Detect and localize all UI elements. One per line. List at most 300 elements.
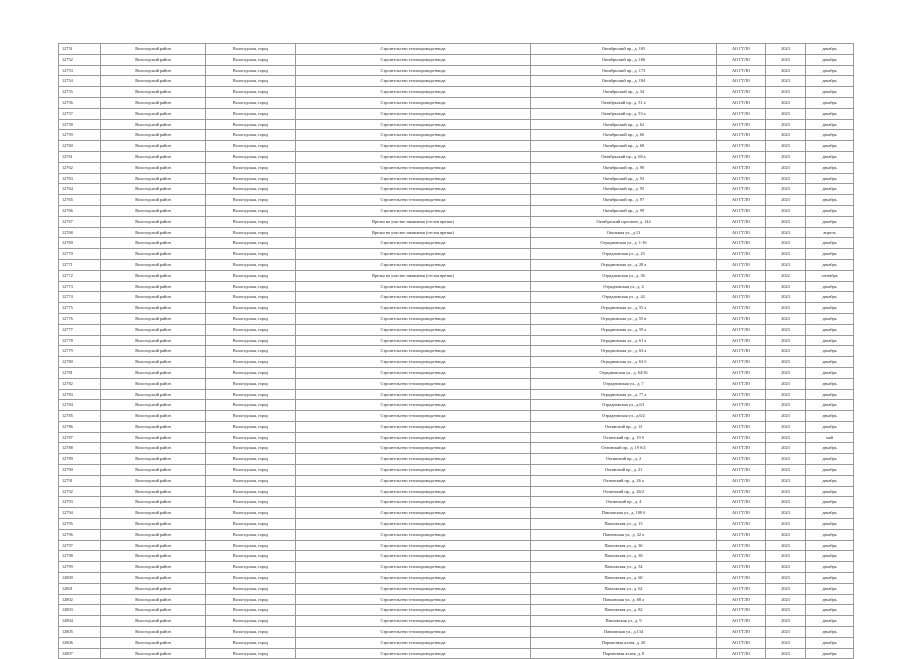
settlement-cell: Вологодская, город (206, 508, 296, 519)
month-cell: декабрь (806, 486, 854, 497)
table-row (59, 162, 854, 173)
address-cell: Отрадновская ул., д.6/2 (531, 411, 717, 422)
organization-cell: АО ГТЛО (717, 87, 766, 98)
settlement-cell: Вологодская, город (206, 54, 296, 65)
year-cell: 2023 (766, 529, 806, 540)
settlement-cell: Вологодская, город (206, 216, 296, 227)
district-cell: Вологодский район (101, 529, 206, 540)
year-cell: 2023 (766, 162, 806, 173)
year-cell: 2023 (766, 583, 806, 594)
table-row (59, 108, 854, 119)
work-type-cell: Строительство теплопровода-ввода (296, 87, 531, 98)
organization-cell: АО ГТЛО (717, 562, 766, 573)
table-row (59, 583, 854, 594)
work-type-cell: Строительство теплопровода-ввода (296, 486, 531, 497)
settlement-cell: Вологодская, город (206, 141, 296, 152)
settlement-cell: Вологодская, город (206, 400, 296, 411)
table-row (59, 173, 854, 184)
record-number-cell: 12763 (59, 173, 101, 184)
record-number-cell: 12786 (59, 421, 101, 432)
year-cell: 2023 (766, 130, 806, 141)
organization-cell: АО ГТЛО (717, 270, 766, 281)
district-cell: Вологодский район (101, 184, 206, 195)
district-cell: Вологодский район (101, 454, 206, 465)
address-cell: Октябрьский пр., д. 66 (531, 130, 717, 141)
record-number-cell: 12801 (59, 583, 101, 594)
work-type-cell: Строительство теплопровода-ввода (296, 162, 531, 173)
year-cell: 2023 (766, 205, 806, 216)
district-cell: Вологодский район (101, 519, 206, 530)
district-cell: Вологодский район (101, 486, 206, 497)
month-cell: декабрь (806, 162, 854, 173)
address-cell: Окольная ул., д.13 (531, 227, 717, 238)
table-row (59, 465, 854, 476)
settlement-cell: Вологодская, город (206, 335, 296, 346)
work-type-cell: Строительство теплопровода-ввода (296, 400, 531, 411)
work-type-cell: Строительство теплопровода-ввода (296, 54, 531, 65)
table-row (59, 367, 854, 378)
month-cell: декабрь (806, 529, 854, 540)
month-cell: декабрь (806, 637, 854, 648)
district-cell: Вологодский район (101, 475, 206, 486)
work-type-cell: Строительство теплопровода-ввода (296, 335, 531, 346)
month-cell: декабрь (806, 357, 854, 368)
organization-cell: АО ГТЛО (717, 281, 766, 292)
work-type-cell: Строительство теплопровода-ввода (296, 324, 531, 335)
year-cell: 2023 (766, 465, 806, 476)
organization-cell: АО ГТЛО (717, 400, 766, 411)
record-number-cell: 12752 (59, 54, 101, 65)
settlement-cell: Вологодская, город (206, 616, 296, 627)
address-cell: Охтинский пр., д. 4 (531, 497, 717, 508)
table-row (59, 573, 854, 584)
table-row (59, 151, 854, 162)
work-type-cell: Врезка на участке закипания (отстоя врезки) (296, 227, 531, 238)
record-number-cell: 12803 (59, 605, 101, 616)
table-row (59, 195, 854, 206)
settlement-cell: Вологодская, город (206, 454, 296, 465)
work-type-cell: Строительство теплопровода-ввода (296, 540, 531, 551)
organization-cell: АО ГТЛО (717, 573, 766, 584)
address-cell: Павловская ул., д. 32 а (531, 529, 717, 540)
table-row (59, 400, 854, 411)
year-cell: 2023 (766, 313, 806, 324)
organization-cell: АО ГТЛО (717, 367, 766, 378)
address-cell: Павловская ул., д. 68 а (531, 594, 717, 605)
district-cell: Вологодский район (101, 605, 206, 616)
work-type-cell: Строительство теплопровода-ввода (296, 281, 531, 292)
table-row (59, 130, 854, 141)
table-row (59, 637, 854, 648)
district-cell: Вологодский район (101, 627, 206, 638)
table-row (59, 594, 854, 605)
district-cell: Вологодский район (101, 238, 206, 249)
settlement-cell: Вологодская, город (206, 648, 296, 659)
district-cell: Вологодский район (101, 508, 206, 519)
record-number-cell: 12779 (59, 346, 101, 357)
settlement-cell: Вологодская, город (206, 378, 296, 389)
address-cell: Октябрьский пр., д. 166 (531, 54, 717, 65)
table-row (59, 378, 854, 389)
table-row (59, 508, 854, 519)
address-cell: Октябрьский пр., д. 68 а (531, 151, 717, 162)
organization-cell: АО ГТЛО (717, 173, 766, 184)
record-number-cell: 12780 (59, 357, 101, 368)
district-cell: Вологодский район (101, 378, 206, 389)
record-number-cell: 12804 (59, 616, 101, 627)
district-cell: Вологодский район (101, 270, 206, 281)
table-row (59, 97, 854, 108)
table-row (59, 443, 854, 454)
address-cell: Октябрьский пр., д. 184 (531, 76, 717, 87)
month-cell: декабрь (806, 76, 854, 87)
work-type-cell: Строительство теплопровода-ввода (296, 443, 531, 454)
settlement-cell: Вологодская, город (206, 627, 296, 638)
month-cell: декабрь (806, 141, 854, 152)
address-cell: Отрадновская ул., д. 4 (531, 281, 717, 292)
organization-cell: АО ГТЛО (717, 141, 766, 152)
month-cell: декабрь (806, 87, 854, 98)
district-cell: Вологодский район (101, 205, 206, 216)
settlement-cell: Вологодская, город (206, 573, 296, 584)
address-cell: Охтинский пр., д. 13 (531, 421, 717, 432)
address-cell: Отрадновская ул., д. 63 б (531, 357, 717, 368)
table-row (59, 529, 854, 540)
organization-cell: АО ГТЛО (717, 519, 766, 530)
year-cell: 2023 (766, 195, 806, 206)
work-type-cell: Строительство теплопровода-ввода (296, 432, 531, 443)
organization-cell: АО ГТЛО (717, 497, 766, 508)
organization-cell: АО ГТЛО (717, 346, 766, 357)
record-number-cell: 12766 (59, 205, 101, 216)
month-cell: декабрь (806, 475, 854, 486)
organization-cell: АО ГТЛО (717, 184, 766, 195)
district-cell: Вологодский район (101, 465, 206, 476)
table-row (59, 346, 854, 357)
table-row (59, 324, 854, 335)
work-type-cell: Строительство теплопровода-ввода (296, 292, 531, 303)
address-cell: Паровозная аллея, д. 20 (531, 637, 717, 648)
organization-cell: АО ГТЛО (717, 389, 766, 400)
settlement-cell: Вологодская, город (206, 389, 296, 400)
district-cell: Вологодский район (101, 443, 206, 454)
month-cell: декабрь (806, 616, 854, 627)
record-number-cell: 12794 (59, 508, 101, 519)
month-cell: декабрь (806, 346, 854, 357)
work-type-cell: Строительство теплопровода-ввода (296, 378, 531, 389)
address-cell: Охтинский пр., д. 19 б (531, 432, 717, 443)
work-type-cell: Строительство теплопровода-ввода (296, 389, 531, 400)
work-type-cell: Строительство теплопровода-ввода (296, 367, 531, 378)
settlement-cell: Вологодская, город (206, 497, 296, 508)
address-cell: Октябрьский пр., д. 93 (531, 173, 717, 184)
work-type-cell: Строительство теплопровода-ввода (296, 616, 531, 627)
work-type-cell: Строительство теплопровода-ввода (296, 562, 531, 573)
month-cell: декабрь (806, 540, 854, 551)
work-type-cell: Строительство теплопровода-ввода (296, 249, 531, 260)
record-number-cell: 12764 (59, 184, 101, 195)
table-row (59, 87, 854, 98)
settlement-cell: Вологодская, город (206, 519, 296, 530)
year-cell: 2023 (766, 400, 806, 411)
work-type-cell: Строительство теплопровода-ввода (296, 421, 531, 432)
table-row (59, 497, 854, 508)
work-type-cell: Строительство теплопровода-ввода (296, 357, 531, 368)
work-type-cell: Строительство теплопровода-ввода (296, 76, 531, 87)
year-cell: 2023 (766, 76, 806, 87)
district-cell: Вологодский район (101, 130, 206, 141)
year-cell: 2023 (766, 357, 806, 368)
address-cell: Октябрьский пр., д. 51 а (531, 97, 717, 108)
year-cell: 2023 (766, 184, 806, 195)
month-cell: декабрь (806, 184, 854, 195)
organization-cell: АО ГТЛО (717, 195, 766, 206)
settlement-cell: Вологодская, город (206, 270, 296, 281)
settlement-cell: Вологодская, город (206, 540, 296, 551)
work-type-cell: Строительство теплопровода-ввода (296, 411, 531, 422)
month-cell: декабрь (806, 551, 854, 562)
record-number-cell: 12784 (59, 400, 101, 411)
settlement-cell: Вологодская, город (206, 281, 296, 292)
table-row (59, 627, 854, 638)
organization-cell: АО ГТЛО (717, 627, 766, 638)
table-row (59, 540, 854, 551)
settlement-cell: Вологодская, город (206, 303, 296, 314)
table-row (59, 205, 854, 216)
address-cell: Павловская ул., д. 62 (531, 583, 717, 594)
record-number-cell: 12777 (59, 324, 101, 335)
year-cell: 2023 (766, 151, 806, 162)
record-number-cell: 12762 (59, 162, 101, 173)
month-cell: декабрь (806, 465, 854, 476)
month-cell: декабрь (806, 411, 854, 422)
table-row (59, 141, 854, 152)
month-cell: декабрь (806, 259, 854, 270)
organization-cell: АО ГТЛО (717, 162, 766, 173)
table-row (59, 216, 854, 227)
district-cell: Вологодский район (101, 249, 206, 260)
work-type-cell: Врезка на участке закипания (отстоя врезки) (296, 216, 531, 227)
record-number-cell: 12805 (59, 627, 101, 638)
record-number-cell: 12765 (59, 195, 101, 206)
table-row (59, 648, 854, 659)
district-cell: Вологодский район (101, 195, 206, 206)
address-cell: Октябрьский пр., д. 173 (531, 65, 717, 76)
record-number-cell: 12761 (59, 151, 101, 162)
record-number-cell: 12791 (59, 475, 101, 486)
settlement-cell: Вологодская, город (206, 432, 296, 443)
work-type-cell: Строительство теплопровода-ввода (296, 497, 531, 508)
settlement-cell: Вологодская, город (206, 594, 296, 605)
address-cell: Отрадновская ул., д. 42 (531, 292, 717, 303)
table-row (59, 562, 854, 573)
work-type-cell: Строительство теплопровода-ввода (296, 475, 531, 486)
work-type-cell: Строительство теплопровода-ввода (296, 259, 531, 270)
record-number-cell: 12774 (59, 292, 101, 303)
year-cell: 2023 (766, 65, 806, 76)
document-page (58, 43, 853, 659)
organization-cell: АО ГТЛО (717, 249, 766, 260)
settlement-cell: Вологодская, город (206, 551, 296, 562)
record-number-cell: 12759 (59, 130, 101, 141)
table-row (59, 616, 854, 627)
record-number-cell: 12793 (59, 497, 101, 508)
record-number-cell: 12790 (59, 465, 101, 476)
address-cell: Отрадновская ул., д.6/1 (531, 400, 717, 411)
address-cell: Октябрьский пр., д. 34 (531, 87, 717, 98)
table-row (59, 238, 854, 249)
organization-cell: АО ГТЛО (717, 443, 766, 454)
month-cell: декабрь (806, 313, 854, 324)
record-number-cell: 12800 (59, 573, 101, 584)
table-row (59, 475, 854, 486)
year-cell: 2023 (766, 119, 806, 130)
district-cell: Вологодский район (101, 216, 206, 227)
year-cell: 2023 (766, 616, 806, 627)
year-cell: 2023 (766, 87, 806, 98)
year-cell: 2023 (766, 141, 806, 152)
district-cell: Вологодский район (101, 497, 206, 508)
month-cell: май (806, 432, 854, 443)
work-type-cell: Строительство теплопровода-ввода (296, 465, 531, 476)
organization-cell: АО ГТЛО (717, 54, 766, 65)
address-cell: Павловская ул., д.134 (531, 627, 717, 638)
district-cell: Вологодский район (101, 335, 206, 346)
address-cell: Октябрьский пр., д. 95 (531, 184, 717, 195)
district-cell: Вологодский район (101, 357, 206, 368)
address-cell: Отрадновская ул., д. 55 а (531, 303, 717, 314)
organization-cell: АО ГТЛО (717, 44, 766, 55)
district-cell: Вологодский район (101, 346, 206, 357)
district-cell: Вологодский район (101, 281, 206, 292)
settlement-cell: Вологодская, город (206, 367, 296, 378)
year-cell: 2023 (766, 594, 806, 605)
month-cell: декабрь (806, 238, 854, 249)
year-cell: 2023 (766, 627, 806, 638)
address-cell: Павловская ул., д. 60 (531, 573, 717, 584)
settlement-cell: Вологодская, город (206, 151, 296, 162)
organization-cell: АО ГТЛО (717, 475, 766, 486)
organization-cell: АО ГТЛО (717, 292, 766, 303)
district-cell: Вологодский район (101, 594, 206, 605)
address-cell: Отрадновская ул., д. 64/16 (531, 367, 717, 378)
address-cell: Отрадновская ул., д. 61 а (531, 335, 717, 346)
month-cell: декабрь (806, 562, 854, 573)
address-cell: Павловская ул., д. 82 (531, 605, 717, 616)
organization-cell: АО ГТЛО (717, 421, 766, 432)
year-cell: 2023 (766, 508, 806, 519)
month-cell: декабрь (806, 443, 854, 454)
year-cell: 2023 (766, 475, 806, 486)
table-row (59, 44, 854, 55)
settlement-cell: Вологодская, город (206, 346, 296, 357)
district-cell: Вологодский район (101, 87, 206, 98)
work-type-cell: Строительство теплопровода-ввода (296, 173, 531, 184)
record-number-cell: 12788 (59, 443, 101, 454)
address-cell: Октябрьский пр., д. 99 (531, 205, 717, 216)
organization-cell: АО ГТЛО (717, 465, 766, 476)
organization-cell: АО ГТЛО (717, 227, 766, 238)
address-cell: Паровозная аллея, д. 8 (531, 648, 717, 659)
address-cell: Павловская ул., д. 38 (531, 551, 717, 562)
settlement-cell: Вологодская, город (206, 443, 296, 454)
record-number-cell: 12792 (59, 486, 101, 497)
month-cell: декабрь (806, 454, 854, 465)
settlement-cell: Вологодская, город (206, 486, 296, 497)
month-cell: декабрь (806, 205, 854, 216)
month-cell: декабрь (806, 173, 854, 184)
record-number-cell: 12796 (59, 529, 101, 540)
settlement-cell: Вологодская, город (206, 44, 296, 55)
record-number-cell: 12798 (59, 551, 101, 562)
year-cell: 2023 (766, 411, 806, 422)
month-cell: декабрь (806, 151, 854, 162)
district-cell: Вологодский район (101, 259, 206, 270)
record-number-cell: 12757 (59, 108, 101, 119)
year-cell: 2023 (766, 367, 806, 378)
district-cell: Вологодский район (101, 421, 206, 432)
month-cell: апрель (806, 227, 854, 238)
year-cell: 2023 (766, 637, 806, 648)
year-cell: 2023 (766, 281, 806, 292)
table-row (59, 259, 854, 270)
month-cell: декабрь (806, 249, 854, 260)
district-cell: Вологодский район (101, 562, 206, 573)
table-row (59, 303, 854, 314)
record-number-cell: 12755 (59, 87, 101, 98)
table-row (59, 227, 854, 238)
year-cell: 2023 (766, 292, 806, 303)
organization-cell: АО ГТЛО (717, 454, 766, 465)
record-number-cell: 12783 (59, 389, 101, 400)
organization-cell: АО ГТЛО (717, 65, 766, 76)
organization-cell: АО ГТЛО (717, 648, 766, 659)
address-cell: Октябрьский пр., д. 68 (531, 141, 717, 152)
district-cell: Вологодский район (101, 411, 206, 422)
year-cell: 2023 (766, 605, 806, 616)
year-cell: 2023 (766, 238, 806, 249)
month-cell: декабрь (806, 583, 854, 594)
settlement-cell: Вологодская, город (206, 184, 296, 195)
address-cell: Октябрьский пр., д. 165 (531, 44, 717, 55)
district-cell: Вологодский район (101, 54, 206, 65)
settlement-cell: Вологодская, город (206, 162, 296, 173)
address-cell: Охтинский пр., д. 2 (531, 454, 717, 465)
organization-cell: АО ГТЛО (717, 637, 766, 648)
organization-cell: АО ГТЛО (717, 303, 766, 314)
district-cell: Вологодский район (101, 432, 206, 443)
record-number-cell: 12758 (59, 119, 101, 130)
address-cell: Охтинский пр., д. 26 а (531, 475, 717, 486)
record-number-cell: 12773 (59, 281, 101, 292)
table-row (59, 432, 854, 443)
work-type-cell: Строительство теплопровода-ввода (296, 151, 531, 162)
settlement-cell: Вологодская, город (206, 249, 296, 260)
table-row (59, 54, 854, 65)
month-cell: декабрь (806, 335, 854, 346)
work-type-cell: Строительство теплопровода-ввода (296, 97, 531, 108)
address-cell: Отрадновская ул., д. 63 а (531, 346, 717, 357)
year-cell: 2023 (766, 346, 806, 357)
work-type-cell: Строительство теплопровода-ввода (296, 529, 531, 540)
year-cell: 2023 (766, 173, 806, 184)
address-cell: Октябрьский пр., д. 90 (531, 162, 717, 173)
address-cell: Отрадновская ул., д. 7 (531, 378, 717, 389)
district-cell: Вологодский район (101, 540, 206, 551)
month-cell: декабрь (806, 130, 854, 141)
address-cell: Павловская ул., д. 54 (531, 562, 717, 573)
works-table (58, 43, 854, 659)
